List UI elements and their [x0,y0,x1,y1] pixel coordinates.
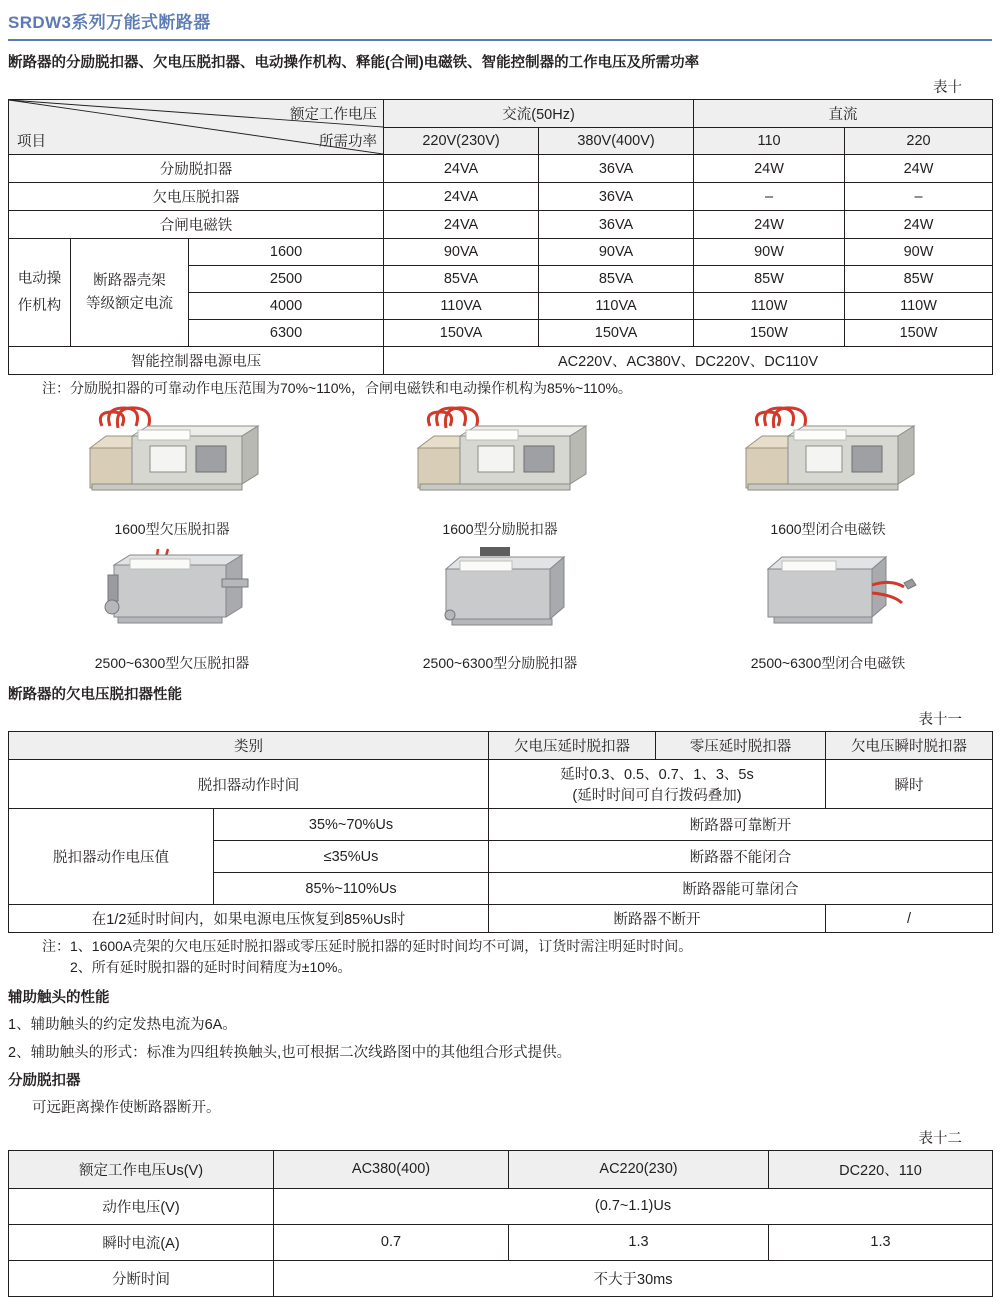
cell: 24W [694,211,845,239]
delay-line1: 延时0.3、0.5、0.7、1、3、5s [560,767,754,784]
col-header-rated-voltage: 额定工作电压Us(V) [9,1150,274,1188]
table-row [9,100,993,128]
frame-rating: 1600 [189,239,384,266]
table-ten-label: 表十 [933,80,962,96]
col-header-category: 类别 [9,732,489,760]
section3-heading: 辅助触头的性能 [8,989,110,1006]
product-photos [8,406,992,679]
table-ten [8,99,993,375]
table-row [9,155,993,183]
table-ten-note [8,378,992,398]
table-row [9,760,993,809]
motor-group-label [9,239,71,347]
photo-caption: 1600型分励脱扣器 [442,521,558,538]
photo-row-1600 [8,406,992,545]
photo-cell [8,545,336,679]
section2-heading: 断路器的欠电压脱扣器性能 [8,687,182,704]
frame-rating: 2500 [189,266,384,293]
row-label-recover: 在1/2延时时间内，如果电源电压恢复到85%Us时 [9,905,489,933]
row-label-action-time: 脱扣器动作时间 [9,760,489,809]
note-text: 注：分励脱扣器的可靠动作电压范围为70%~110%，合闸电磁铁和电动操作机构为85%~110%。 [42,380,632,396]
note-line-2: 2、所有延时脱扣器的延时时间精度为±10%。 [70,958,352,975]
table-eleven-note [8,936,992,977]
voltage-result: 断路器可靠断开 [489,809,993,841]
motor-label-line2: 作机构 [17,297,62,314]
table-eleven-label: 表十一 [918,712,962,729]
row-label-undervoltage: 欠电压脱扣器 [9,183,384,211]
frame-rating: 4000 [189,293,384,320]
cell: 36VA [539,183,694,211]
controller-row-label: 智能控制器电源电压 [9,347,384,375]
cell: 110VA [384,293,539,320]
motor-label-line1: 电动操 [17,270,62,287]
section3-line3: 可远距离操作使断路器断开。 [32,1100,221,1117]
table-row [9,809,993,841]
table-row [9,183,993,211]
cell: 36VA [539,211,694,239]
row-label-closing-magnet: 合闸电磁铁 [9,211,384,239]
photo-cell [664,545,992,679]
undervoltage-release-2500-photo [72,545,272,645]
title-divider [8,39,992,41]
photo-cell [664,406,992,545]
cell: 110W [845,293,993,320]
photo-cell [8,406,336,545]
voltage-range: 35%~70%Us [214,809,489,841]
section1-heading: 断路器的分励脱扣器、欠电压脱扣器、电动操作机构、释能(合闸)电磁铁、智能控制器的工作电压及所需功率 [8,55,700,71]
table-row [9,1188,993,1224]
col-header-uv-delay: 欠电压延时脱扣器 [489,732,656,760]
motor-frame-sublabel [71,239,189,347]
col-header-zero-delay: 零压延时脱扣器 [656,732,826,760]
voltage-result: 断路器不能闭合 [489,841,993,873]
recover-value: 断路器不断开 [489,905,826,933]
photo-cell [336,406,664,545]
cell: 90W [694,239,845,266]
cell: 24W [845,211,993,239]
row-label-action-voltage: 脱扣器动作电压值 [9,809,214,905]
cell: 0.7 [274,1224,509,1260]
cell-merged: (0.7~1.1)Us [274,1188,993,1224]
row-label-instant-current: 瞬时电流(A) [9,1224,274,1260]
row-label-action-voltage: 动作电压(V) [9,1188,274,1224]
cell: 85W [845,266,993,293]
voltage-range: 85%~110%Us [214,873,489,905]
page-title: SRDW3系列万能式断路器 [8,13,211,32]
table-row [9,1150,993,1188]
photo-caption: 2500~6300型分励脱扣器 [422,655,578,672]
cell: – [845,183,993,211]
cell: 110VA [539,293,694,320]
table-row [9,905,993,933]
section3 [8,985,992,1123]
section3-heading2: 分励脱扣器 [8,1072,81,1089]
cell: 24VA [384,211,539,239]
frame-label-line2: 等级额定电流 [86,295,173,312]
delay-line2: (延时时间可自行拨码叠加) [572,788,742,805]
table-row [9,1224,993,1260]
table-row [9,732,993,760]
cell: 90VA [539,239,694,266]
corner-label-bottom-left: 项目 [17,134,46,150]
corner-label-top: 额定工作电压 [290,107,378,123]
col-header-dc220-110: DC220、110 [769,1150,993,1188]
controller-row-value: AC220V、AC380V、DC220V、DC110V [384,347,993,375]
cell: 85W [694,266,845,293]
shunt-release-1600-photo [400,406,600,511]
section3-line2: 2、辅助触头的形式：标准为四组转换触头,也可根据二次线路图中的其他组合形式提供。 [8,1044,572,1061]
photo-cell [336,545,664,679]
table-eleven [8,731,993,933]
cell: 150VA [384,320,539,347]
recover-value-2: / [826,905,993,933]
corner-label-bottom-right: 所需功率 [319,134,378,150]
closing-magnet-1600-photo [728,406,928,511]
frame-rating: 6300 [189,320,384,347]
undervoltage-release-1600-photo [72,406,272,511]
cell: 24VA [384,183,539,211]
table-row [9,1260,993,1296]
cell: 24VA [384,155,539,183]
voltage-result: 断路器能可靠闭合 [489,873,993,905]
col-header-ac220: AC220(230) [509,1150,769,1188]
cell: 85VA [539,266,694,293]
shunt-release-2500-photo [400,545,600,645]
voltage-range: ≤35%Us [214,841,489,873]
cell: 150W [845,320,993,347]
row-label-break-time: 分断时间 [9,1260,274,1296]
cell: 36VA [539,155,694,183]
col-header-ac380: AC380(400) [274,1150,509,1188]
note-line-1: 注：1、1600A壳架的欠电压延时脱扣器或零压延时脱扣器的延时时间均不可调，订货时需注明延时时间。 [42,938,693,955]
photo-row-2500-6300 [8,545,992,679]
action-time-instant: 瞬时 [826,760,993,809]
closing-magnet-2500-photo [728,545,928,645]
col-header-220v: 220V(230V) [384,128,539,155]
col-header-380v: 380V(400V) [539,128,694,155]
col-header-dc220: 220 [845,128,993,155]
photo-caption: 2500~6300型闭合电磁铁 [750,655,906,672]
frame-label-line1: 断路器壳架 [93,272,166,289]
photo-caption: 1600型欠压脱扣器 [114,521,230,538]
cell: 150W [694,320,845,347]
cell: 1.3 [509,1224,769,1260]
cell: 24W [845,155,993,183]
table-twelve [8,1150,993,1297]
col-header-dc110: 110 [694,128,845,155]
table-twelve-label: 表十二 [918,1130,962,1147]
cell: 150VA [539,320,694,347]
cell: 90VA [384,239,539,266]
photo-caption: 1600型闭合电磁铁 [770,521,886,538]
cell: 90W [845,239,993,266]
col-header-uv-instant: 欠电压瞬时脱扣器 [826,732,993,760]
cell: 110W [694,293,845,320]
cell: 1.3 [769,1224,993,1260]
cell-merged: 不大于30ms [274,1260,993,1296]
group-header-ac: 交流(50Hz) [384,100,694,128]
row-label-shunt: 分励脱扣器 [9,155,384,183]
corner-diagonal-cell [9,100,384,155]
action-time-delay [489,760,826,809]
cell: 85VA [384,266,539,293]
table-row [9,347,993,375]
cell: – [694,183,845,211]
table-row [9,211,993,239]
group-header-dc: 直流 [694,100,993,128]
section3-line1: 1、辅助触头的约定发热电流为6A。 [8,1017,237,1034]
table-row [9,239,993,266]
cell: 24W [694,155,845,183]
photo-caption: 2500~6300型欠压脱扣器 [94,655,250,672]
